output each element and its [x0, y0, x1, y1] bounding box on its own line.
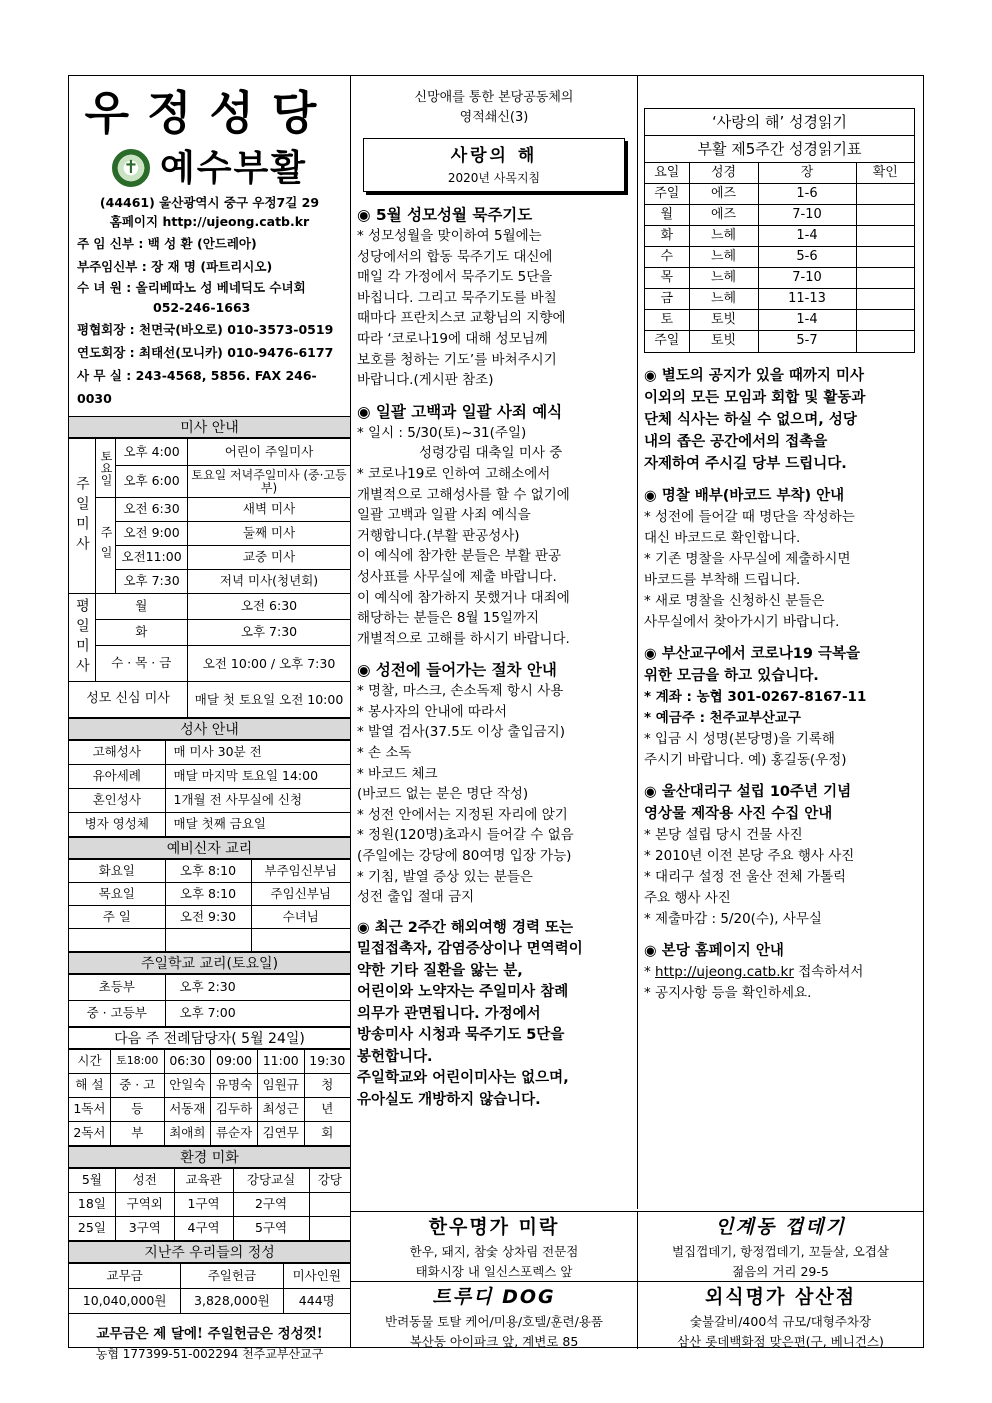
notice-line: * 새로 명찰을 신청하신 분들은: [644, 592, 825, 609]
bible-check-cell[interactable]: [856, 247, 914, 268]
bible-cell: 월: [645, 205, 689, 226]
notice-line: 사무실에서 찾아가시기 바랍니다.: [644, 613, 840, 630]
liturgy-cell: 유명숙: [211, 1074, 258, 1098]
cleaning-cell: 구역외: [115, 1193, 174, 1217]
notice-heading: ◉ 부산교구에서 코로나19 극복을: [644, 645, 861, 662]
liturgy-cell: 중 · 고: [110, 1074, 164, 1098]
notice-heading: 영상물 제작용 사진 수집 안내: [644, 805, 833, 822]
class-time: [165, 929, 251, 952]
offering-cell: 10,040,000원: [69, 1289, 181, 1314]
cleaning-cell: 2구역: [233, 1193, 309, 1217]
mass-time: 오후 7:30: [188, 620, 350, 646]
offering-cell: 444명: [283, 1289, 350, 1314]
notice-text: 접속하셔서: [793, 963, 864, 980]
sacrament-name: 고해성사: [69, 741, 165, 765]
notice-line: * 성모성월을 맞이하여 5월에는: [357, 228, 542, 244]
bible-cell: 1-4: [758, 226, 856, 247]
mass-header: 미사 안내: [69, 416, 350, 438]
info-line: 수 녀 원 : 올리베따노 성 베네딕도 수녀회: [77, 280, 306, 295]
notice-heading: ◉ 울산대리구 설립 10주년 기념: [644, 783, 852, 800]
mass-table: [69, 438, 350, 718]
weekday-mass-label: 평일미사: [69, 594, 95, 682]
catechumen-header: 예비신자 교리: [69, 837, 350, 859]
mass-time: 오전11:00: [116, 546, 188, 570]
notice-line: 주시기 바랍니다. 예) 홍길동(우정): [644, 751, 847, 768]
school-group: 중 · 고등부: [69, 1001, 165, 1027]
notice-line: 거행합니다.(부활 판공성사): [357, 527, 520, 544]
notice-line: 개별적으로 고해성사를 할 수 없기에: [357, 486, 570, 503]
notice-line: * 코로나19로 인하여 고해소에서: [357, 465, 551, 482]
notice-heading: ◉ 성전에 들어가는 절차 안내: [357, 661, 557, 680]
ad-line: 벌집껍데기, 항정껍데기, 꼬들살, 오겹살: [671, 1244, 890, 1259]
notice-line: * 정원(120명)초과시 들어갈 수 없음: [357, 827, 574, 844]
offering-cell: 주일헌금: [181, 1264, 283, 1289]
cleaning-cell: 교육관: [174, 1169, 233, 1193]
homepage-notice: [638, 940, 923, 1004]
liturgy-cell: 1독서: [69, 1098, 110, 1122]
sacrament-table: [69, 740, 350, 837]
notice-line: 따라 ‘코로나19에 대해 성모님께: [357, 330, 548, 347]
rosary-notice: [351, 204, 637, 391]
bible-cell: 에즈: [689, 184, 758, 205]
notice-line: 매일 각 가정에서 묵주기도 5단을: [357, 269, 553, 286]
bible-cell: 주일: [645, 184, 689, 205]
cleaning-cell: 25일: [69, 1217, 115, 1241]
cleaning-cell: 4구역: [174, 1217, 233, 1241]
dispensation-notice: [351, 918, 637, 1112]
pastoral-sign-box: [363, 138, 625, 192]
info-line: 부주임신부 : 장 재 명 (파트리시오): [77, 259, 273, 274]
liturgy-cell: 김연무: [257, 1122, 304, 1146]
notice-line: (주일에는 강당에 80여명 입장 가능): [357, 848, 572, 865]
bible-cell: 11-13: [758, 289, 856, 310]
parish-title: 우정성당: [84, 86, 335, 140]
bible-cell: 느헤: [689, 289, 758, 310]
notice-line: * 대리구 설정 전 울산 전체 가톨릭: [644, 868, 847, 885]
sign-subtitle: 2020년 사목지침: [447, 171, 541, 185]
notice-line: * 일시 : 5/30(토)~31(주일): [357, 424, 527, 441]
class-day: 주 일: [69, 906, 165, 929]
notice-line: 개별적으로 고해를 하시기 바랍니다.: [357, 630, 570, 647]
bible-cell: 수: [645, 247, 689, 268]
bible-cell: 주일: [645, 331, 689, 352]
homepage-line: 홈페이지 http://ujeong.catb.kr: [109, 214, 310, 229]
cleaning-cell: 성전: [115, 1169, 174, 1193]
entry-procedure-notice: [351, 659, 637, 908]
school-time: 오후 7:00: [165, 1001, 350, 1027]
notice-line: 밀접접촉자, 감염증상이나 면역력이: [357, 941, 583, 958]
cleaning-cell: 5구역: [233, 1217, 309, 1241]
mass-name: 어린이 주일미사: [188, 439, 350, 466]
notice-line: * 바코드 체크: [357, 765, 438, 782]
sunday-label: 주일: [95, 498, 116, 594]
cleaning-table: [69, 1168, 350, 1241]
cleaning-cell: 5월: [69, 1169, 115, 1193]
info-line: 평협회장 : 천면국(바오로) 010-3573-0519: [77, 322, 334, 337]
weekday: 화: [95, 620, 188, 646]
parish-info: [69, 194, 350, 410]
sunday-school-header: 주일학교 교리(토요일): [69, 952, 350, 974]
bible-reading-table: [645, 162, 914, 352]
liturgy-cell: 06:30: [164, 1050, 211, 1074]
ad-line: 젊음의 거리 29-5: [732, 1264, 829, 1279]
pastoral-line: 영적쇄신(3): [459, 110, 529, 125]
bible-check-cell[interactable]: [856, 289, 914, 310]
liturgy-header: 다음 주 전례담당자( 5월 24일): [69, 1027, 350, 1049]
liturgy-cell: 청: [304, 1074, 350, 1098]
class-day: 화요일: [69, 860, 165, 883]
cleaning-cell: [309, 1193, 350, 1217]
liturgy-cell: 서동재: [164, 1098, 211, 1122]
logo-row: [69, 144, 350, 192]
bible-cell: 1-6: [758, 184, 856, 205]
liturgy-cell: 2독서: [69, 1122, 110, 1146]
mass-name: 저녁 미사(청년회): [188, 570, 350, 594]
account-line: 농협 177399-51-002294 천주교부산교구: [95, 1347, 324, 1361]
notice-line: * 발열 검사(37.5도 이상 출입금지): [357, 724, 565, 741]
offering-table: [69, 1263, 350, 1314]
bible-cell: 7-10: [758, 268, 856, 289]
notice-line: 주일학교와 어린이미사는 없으며,: [357, 1070, 569, 1087]
photo-collection-notice: [638, 781, 923, 930]
notice-line: * 제출마감 : 5/20(수), 사무실: [644, 910, 822, 927]
bible-cell: 5-7: [758, 331, 856, 352]
bulletin-page: [68, 75, 924, 1361]
name-tag-notice: [638, 485, 923, 633]
ad-row-2: [351, 1281, 923, 1349]
bible-check-cell[interactable]: [856, 331, 914, 352]
notice-line: 바코드를 부착해 드립니다.: [644, 571, 801, 588]
offering-slogan: 교무금은 제 달에! 주일헌금은 정성껏!: [96, 1326, 323, 1342]
class-teacher: 부주임신부님: [251, 860, 350, 883]
cleaning-cell: 강당: [309, 1169, 350, 1193]
bible-header: 장: [758, 163, 856, 184]
notice-line: 바칩니다. 그리고 묵주기도를 바칠: [357, 289, 557, 306]
sacrament-info: 매달 첫째 금요일: [165, 813, 350, 837]
class-teacher: [251, 929, 350, 952]
bible-header: 성경: [689, 163, 758, 184]
bible-header: 확인: [856, 163, 914, 184]
parish-address: (44461) 울산광역시 중구 우정7길 29: [99, 195, 320, 210]
liturgy-cell: 토18:00: [110, 1050, 164, 1074]
bible-cell: 5-6: [758, 247, 856, 268]
liturgy-cell: 최애희: [164, 1122, 211, 1146]
weekday: 수 · 목 · 금: [95, 646, 188, 682]
notice-line: * 성전에 들어갈 때 명단을 작성하는: [644, 508, 855, 525]
sign-title: 사랑의 해: [450, 146, 538, 166]
notice-line: * 기존 명찰을 사무실에 제출하시면: [644, 550, 851, 567]
cleaning-cell: [309, 1217, 350, 1241]
sacrament-info: 매달 마지막 토요일 14:00: [165, 765, 350, 789]
gathering-notice: [638, 365, 923, 475]
notice-line: 성사표를 사무실에 제출 바랍니다.: [357, 568, 557, 585]
liturgy-cell: 시간: [69, 1050, 110, 1074]
cleaning-cell: 1구역: [174, 1193, 233, 1217]
info-line: 052-246-1663: [153, 300, 251, 315]
notice-line: 단체 식사는 하실 수 없으며, 성당: [644, 411, 857, 428]
left-column: [69, 76, 351, 1361]
notice-line: ◉ 최근 2주간 해외여행 경력 또는: [357, 919, 574, 936]
notice-line: 대신 바코드로 확인합니다.: [644, 529, 801, 546]
mass-time: 오전 6:30: [188, 594, 350, 620]
bible-cell: 느헤: [689, 247, 758, 268]
notice-heading: ◉ 5월 성모성월 묵주기도: [357, 206, 533, 224]
notice-line: 때마다 프란치스코 교황님의 지향에: [357, 310, 566, 327]
cleaning-header: 환경 미화: [69, 1146, 350, 1168]
bible-cell: 토: [645, 310, 689, 331]
ad-line: 삼산 롯데백화점 맞은편(구, 베니건스): [677, 1334, 884, 1349]
notice-line: 의무가 관면됩니다. 가정에서: [357, 1005, 541, 1022]
mass-time: 오전 10:00 / 오후 7:30: [188, 646, 350, 682]
weekday: 월: [95, 594, 188, 620]
notice-heading: ◉ 일괄 고백과 일괄 사죄 예식: [357, 402, 563, 421]
notice-heading: 위한 모금을 하고 있습니다.: [644, 667, 819, 684]
ad-line: 태화시장 내 일신스포렉스 앞: [415, 1264, 573, 1279]
notice-line: 자제하여 주시길 당부 드립니다.: [644, 455, 847, 472]
mass-time: 오전 6:30: [116, 498, 188, 522]
bible-cell: 7-10: [758, 205, 856, 226]
bible-cell: 목: [645, 268, 689, 289]
bible-cell: 1-4: [758, 310, 856, 331]
bible-check-cell[interactable]: [856, 184, 914, 205]
school-group: 초등부: [69, 975, 165, 1001]
liturgy-cell: 해 설: [69, 1074, 110, 1098]
bank-account: * 계좌 : 농협 301-0267-8167-11: [644, 688, 867, 705]
liturgy-cell: 안일숙: [164, 1074, 211, 1098]
ad-name: 트루디 DOG: [432, 1286, 556, 1308]
bible-cell: 토빗: [689, 331, 758, 352]
mass-time: 오후 7:30: [116, 570, 188, 594]
sacrament-name: 병자 영성체: [69, 813, 165, 837]
cleaning-cell: 18일: [69, 1193, 115, 1217]
bible-reading-box: [644, 108, 915, 353]
ad-line: 한우, 돼지, 참숯 상차림 전문점: [409, 1244, 579, 1259]
bible-cell: 화: [645, 226, 689, 247]
notice-line: * 손 소독: [357, 745, 412, 762]
notice-line: 주요 행사 사진: [644, 889, 731, 906]
class-day: [69, 929, 165, 952]
notice-line: 유아실도 개방하지 않습니다.: [357, 1091, 541, 1108]
notice-line: 성령강림 대축일 미사 중: [419, 445, 563, 462]
bible-cell: 토빗: [689, 310, 758, 331]
notice-line: 이 예식에 참가하지 못했거나 대죄에: [357, 589, 570, 606]
right-column: [638, 76, 923, 1209]
bible-cell: 느헤: [689, 268, 758, 289]
info-line: 주 임 신부 : 백 성 환 (안드레아): [77, 236, 257, 251]
ad-name: 한우명가 미락: [428, 1216, 560, 1238]
notice-line: 봉헌합니다.: [357, 1048, 433, 1065]
notice-line: 이외의 모든 모임과 회합 및 활동과: [644, 389, 866, 406]
liturgy-cell: 김두하: [211, 1098, 258, 1122]
ad-samsan: [638, 1282, 923, 1349]
notice-line: 성전 출입 절대 금지: [357, 889, 475, 906]
saturday-label: 토요일: [95, 439, 116, 498]
mass-name: 새벽 미사: [188, 498, 350, 522]
notice-line: 해당하는 분들은 8월 15일까지: [357, 610, 540, 627]
ad-line: 반려동물 토탈 케어/미용/호텔/훈련/용품: [385, 1314, 603, 1329]
notice-line: * 입금 시 성명(본당명)을 기록해: [644, 730, 835, 747]
ad-name: 인계동 껍데기: [715, 1216, 846, 1238]
mass-name: 교중 미사: [188, 546, 350, 570]
liturgy-cell: 부: [110, 1122, 164, 1146]
account-holder: * 예금주 : 천주교부산교구: [644, 709, 801, 726]
mass-time: 오전 9:00: [116, 522, 188, 546]
mass-name: 토요일 저녁주일미사 (중·고등부): [188, 466, 350, 498]
liturgy-cell: 년: [304, 1098, 350, 1122]
cleaning-cell: 강당교실: [233, 1169, 309, 1193]
sacrament-header: 성사 안내: [69, 718, 350, 740]
ad-row-1: [351, 1211, 923, 1281]
ad-miraku: [351, 1212, 638, 1281]
notice-line: 약한 기타 질환을 앓는 분,: [357, 962, 523, 979]
liturgy-cell: 11:00: [257, 1050, 304, 1074]
homepage-url-link[interactable]: http://ujeong.catb.kr: [655, 963, 794, 980]
class-time: 오후 8:10: [165, 860, 251, 883]
sunday-school-table: [69, 974, 350, 1027]
notice-line: 어린이와 노약자는 주일미사 참례: [357, 984, 569, 1001]
donation-notice: [638, 643, 923, 771]
mass-time: 오후 4:00: [116, 439, 188, 466]
liturgy-cell: 임원규: [257, 1074, 304, 1098]
parish-logo-icon: [112, 149, 150, 187]
mass-time: 오후 6:00: [116, 466, 188, 498]
bible-cell: 금: [645, 289, 689, 310]
notice-line: 바랍니다.(게시판 참조): [357, 372, 494, 389]
sacrament-name: 혼인성사: [69, 789, 165, 813]
offering-cell: 미사인원: [283, 1264, 350, 1289]
notice-line: 보호를 청하는 기도’를 바쳐주시기: [357, 351, 557, 368]
liturgy-cell: 등: [110, 1098, 164, 1122]
class-teacher: 수녀님: [251, 906, 350, 929]
notice-line: * 본당 설립 당시 건물 사진: [644, 826, 803, 843]
liturgy-cell: 최성근: [257, 1098, 304, 1122]
bible-check-cell[interactable]: [856, 268, 914, 289]
ad-ingyedong: [638, 1212, 923, 1281]
notice-line: 일괄 고백과 일괄 사죄 예식을: [357, 507, 531, 524]
parish-subtitle: 예수부활: [159, 146, 308, 189]
offering-cell: 3,828,000원: [181, 1289, 283, 1314]
ad-trudy-dog: [351, 1282, 638, 1349]
mary-mass-time: 매달 첫 토요일 오전 10:00: [188, 682, 350, 718]
class-time: 오후 8:10: [165, 883, 251, 906]
liturgy-table: [69, 1049, 350, 1146]
notice-line: * 기침, 발열 증상 있는 분들은: [357, 868, 533, 885]
middle-column: [351, 76, 638, 1209]
notice-line: 성당에서의 합동 묵주기도 대신에: [357, 248, 553, 265]
pastoral-line: 신망애를 통한 본당공동체의: [414, 90, 574, 105]
cleaning-cell: 3구역: [115, 1217, 174, 1241]
notice-line: ◉ 별도의 공지가 있을 때까지 미사: [644, 367, 864, 384]
school-time: 오후 2:30: [165, 975, 350, 1001]
homepage-link[interactable]: http://ujeong.catb.kr: [162, 214, 310, 229]
notice-line: * 공지사항 등을 확인하세요.: [644, 984, 812, 1001]
class-time: 오전 9:30: [165, 906, 251, 929]
notice-line: * http://ujeong.catb.kr 접속하셔서: [644, 963, 864, 980]
pastoral-heading: [351, 88, 637, 128]
notice-heading: ◉ 명찰 배부(바코드 부착) 안내: [644, 487, 845, 504]
bible-check-cell[interactable]: [856, 310, 914, 331]
notice-line: * 명찰, 마스크, 손소독제 항시 사용: [357, 683, 564, 700]
bible-subtitle: 부활 제5주간 성경읽기표: [697, 140, 862, 158]
bible-check-cell[interactable]: [856, 205, 914, 226]
bible-title: ‘사랑의 해’ 성경읽기: [645, 109, 914, 136]
sacrament-name: 유아세례: [69, 765, 165, 789]
ad-name: 외식명가 삼산점: [704, 1286, 857, 1308]
offering-header: 지난주 우리들의 정성: [69, 1241, 350, 1263]
class-teacher: 주임신부님: [251, 883, 350, 906]
notice-line: 방송미사 시청과 묵주기도 5단을: [357, 1027, 565, 1044]
notice-heading: ◉ 본당 홈페이지 안내: [644, 942, 784, 959]
notice-line: (바코드 없는 분은 명단 작성): [357, 786, 529, 803]
confession-notice: [351, 401, 637, 650]
sunday-mass-label: 주일미사: [69, 439, 95, 594]
info-line: 연도회장 : 최태선(모니카) 010-9476-6177: [77, 345, 334, 360]
class-day: 목요일: [69, 883, 165, 906]
mass-name: 둘째 미사: [188, 522, 350, 546]
info-line: 사 무 실 : 243-4568, 5856. FAX 246-0030: [77, 368, 317, 406]
offering-cell: 교무금: [69, 1264, 181, 1289]
notice-line: 이 예식에 참가한 분들은 부활 판공: [357, 548, 562, 565]
mary-mass-label: 성모 신심 미사: [69, 682, 188, 718]
sacrament-info: 1개월 전 사무실에 신청: [165, 789, 350, 813]
notice-line: * 2010년 이전 본당 주요 행사 사진: [644, 847, 855, 864]
catechumen-table: [69, 859, 350, 952]
notice-line: * 봉사자의 안내에 따라서: [357, 703, 508, 720]
notice-line: 내의 좁은 공간에서의 접촉을: [644, 433, 828, 450]
liturgy-cell: 19:30: [304, 1050, 350, 1074]
ad-line: 복산동 아이파크 앞, 계변로 85: [409, 1334, 579, 1349]
liturgy-cell: 류순자: [211, 1122, 258, 1146]
bible-cell: 느헤: [689, 226, 758, 247]
ad-line: 숯불갈비/400석 규모/대형주차장: [689, 1314, 872, 1329]
bible-check-cell[interactable]: [856, 226, 914, 247]
notice-line: * 성전 안에서는 지정된 자리에 앉기: [357, 806, 568, 823]
bible-header: 요일: [645, 163, 689, 184]
sacrament-info: 매 미사 30분 전: [165, 741, 350, 765]
bible-cell: 에즈: [689, 205, 758, 226]
liturgy-cell: 회: [304, 1122, 350, 1146]
liturgy-cell: 09:00: [211, 1050, 258, 1074]
